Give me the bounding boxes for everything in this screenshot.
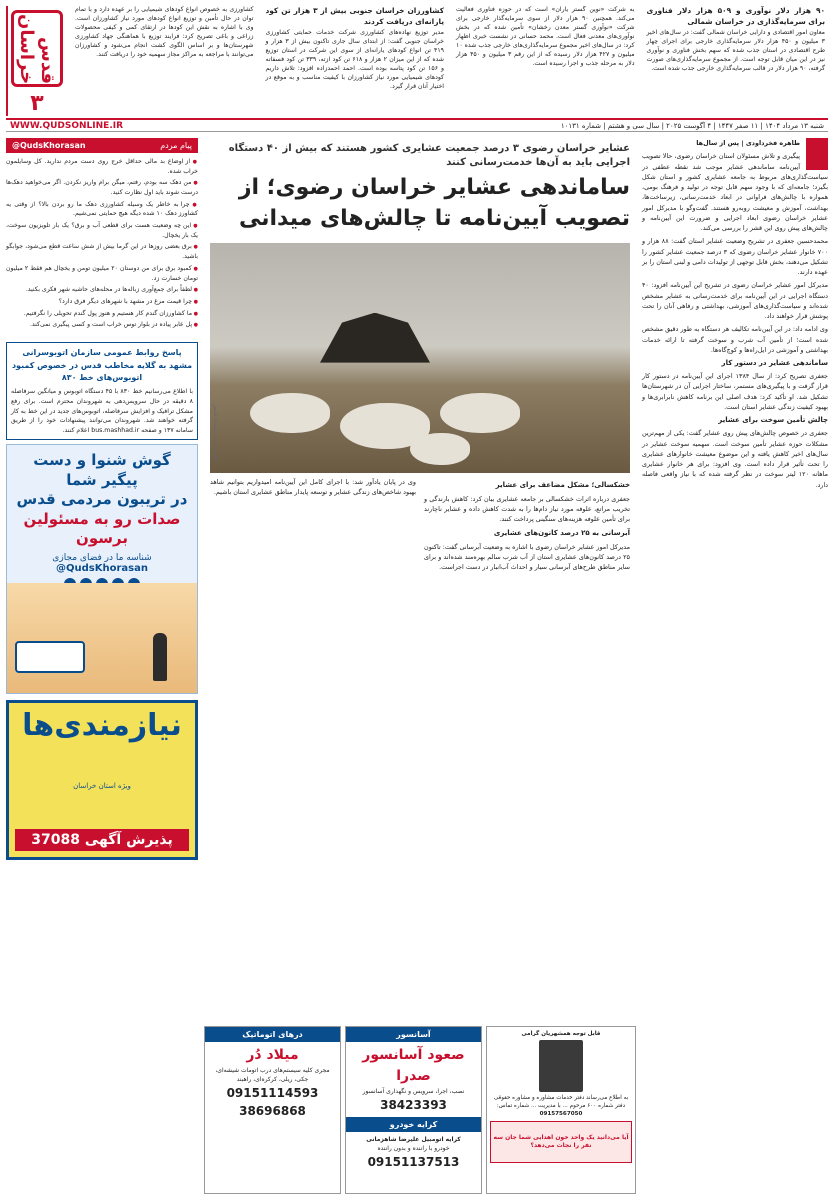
classified-ad (204, 1026, 341, 1194)
photo-credit: عکس تزئینی است/ قدس (212, 404, 218, 463)
masthead (6, 6, 66, 116)
classified-body (205, 1042, 340, 1193)
section-title: پیام مردم (160, 141, 192, 150)
paragraph: محمدحسین جعفری در تشریح وضعیت عشایر استان گفت: ۸۸ هزار و ۷۰۰ خانوار عشایر خراسان رضوی که ۳ درصد جمعیت عشایر کشور را تشکیل می‌دهند، بخش قابل توجهی از تولیدات دامی و لبنی استان را بر عهده دارند. (642, 237, 829, 276)
story-body-col (424, 477, 630, 1020)
ad-headline: گوش شنوا و دست پیگیر شما (33, 451, 171, 489)
paragraph: مدیرکل امور عشایر خراسان رضوی با اشاره به وضعیت آبرسانی گفت: تاکنون ۲۵ درصد کانون‌های عشایری استان از آب شرب سالم بهره‌مند شده‌اند و برای سایر مناطق طرح‌های آبرسانی سیار و احداث آب‌انبار در دست اجراست. (424, 542, 630, 572)
main-layout (6, 138, 828, 1194)
top-story-2 (453, 6, 638, 116)
newspaper-logo (11, 10, 63, 87)
readers-messages-column (6, 138, 198, 1194)
section-heading: ساماندهی عشایر در دستور کار (721, 359, 828, 367)
main-story-column (204, 138, 636, 1194)
top-story-1 (644, 6, 829, 116)
blood-donation-ad: آیا می‌دانید یک واحد خون اهدایی شما جان سه نفر را نجات می‌دهد؟ (490, 1121, 632, 1163)
top-story-title[interactable]: ۹۰ هزار دلار نوآوری و ۵۰۹ هزار دلار فناوری برای سرمایه‌گذاری در خراسان شمالی (646, 6, 825, 26)
brand-phone[interactable]: 37088 (31, 832, 80, 849)
classified-phone[interactable]: 09151137513 (367, 1155, 460, 1169)
classified-phone[interactable]: 09151114593 (226, 1086, 319, 1100)
bus-icon (15, 641, 85, 673)
paragraph: مدیرکل امور عشایر خراسان رضوی در تشریح این آیین‌نامه افزود: ۴۰ دستگاه اجرایی در این آیین‌نامه برای خدمت‌رسانی به عشایر مشخص شده‌اند و سیاست‌گذاری‌های آموزشی، بهداشتی و رفاهی آنان را تحت پوشش قرار خواهند داد. (642, 281, 828, 320)
top-story-3 (263, 6, 448, 116)
classified-description: نصب، اجرا، سرویس و نگهداری آسانسور (362, 1088, 465, 1095)
classified-phone[interactable]: 38696868 (239, 1104, 306, 1118)
page-number: ۳ (30, 91, 44, 116)
reader-message: ● چرا به خاطر یک وسیله کشاورزی دهک ما رو بردن بالا؟ از وقتی یه کشاورز دهک ۱۰ شده دیگه هیچ حمایتی نمی‌شیم. (6, 200, 198, 219)
classified-business-name: صعود آسانسور صدرا (362, 1047, 465, 1084)
social-handle[interactable]: @QudsKhorasan (12, 141, 86, 150)
story-body-col (210, 477, 416, 1020)
website-link[interactable]: WWW.QUDSONLINE.IR (10, 120, 124, 131)
reader-message: ● لطفاً برای جمع‌آوری زباله‌ها در محله‌های حاشیه شهر فکری بکنید. (6, 285, 198, 295)
logo-text: قدس خراسان (16, 13, 58, 84)
top-news-strip (6, 6, 828, 116)
reader-message: ● از اوضاع بد مالی حداقل خرج روی دست مردم ندارید. کل وسایلمون خراب شده. (6, 157, 198, 176)
classified-description: خودرو با راننده و بدون راننده (377, 1145, 450, 1152)
classified-business-name: میلاد دُر (246, 1047, 299, 1063)
top-story-4 (72, 6, 257, 116)
ad-headline: در تریبون مردمی قدس (16, 490, 188, 509)
reader-message: ● کمبود برق برای من دوستان ۲۰ میلیون تومن و یخچال هم فقط ۲ میلیون تومان خسارت زد. (6, 264, 198, 283)
sheep-shape (440, 393, 520, 433)
readers-messages-header (6, 138, 198, 153)
top-story-body: مدیر توزیع نهاده‌های کشاورزی شرکت خدمات حمایتی کشاورزی خراسان جنوبی گفت: از ابتدای سال جاری تاکنون بیش از ۳ هزار و ۴۱۹ تن انواع کودهای یارانه‌ای از سوی این شرکت در استان توزیع شده که از این میزان ۲ هزار و ۶۱۸ تن کود ازته، ۳۳۹ تن کود فسفاته و ۱۵۶ تن کود پتاسه بوده است. احمد احمدزاده افزود: تلاش داریم کودهای شیمیایی مورد نیاز کشاورزان با کیفیت مناسب و به موقع در اختیار آنان قرار گیرد. (265, 29, 444, 91)
brand-title: نیازمندی‌ها (22, 708, 182, 744)
classified-body (346, 1042, 481, 1117)
lead-paragraph: پیگیری و تلاش مسئولان استان خراسان رضوی، حالا تصویب آیین‌نامه ساماندهی عشایر موجب شد نقطه عطفی در سیاست‌گذاری‌های مربوط به جامعه عشایری کشور و استان شکل بگیرد؛ جامعه‌ای که با وجود سهم قابل توجه در تولید و فرهنگ بومی، همواره با چالش‌های فراوانی در ابعاد خدمت‌رسانی، زیرساخت‌ها، بهداشت، آموزش و معیشت روبه‌رو هستند. گفت‌وگو با مدیرکل امور عشایر خراسان رضوی ابعاد اجرایی و ضرورت این آیین‌نامه و چالش‌های پیش روی این قشر را بررسی می‌کند. (642, 152, 828, 232)
top-story-body: به شرکت «نوین گستر یاران» است که در حوزه فناوری فعالیت می‌کند. همچنین ۹۰ هزار دلار از سوی سرمایه‌گذار خارجی برای شرکت «نوآوری گستر معدن رخشان» تأمین شده که در بخش نوآوری‌های معدنی فعال است. محمد حسانی در نشست خبری اظهار کرد: در سال‌های اخیر مجموع سرمایه‌گذاری‌های خارجی جذب شده ۱۰ میلیون و ۴۲۷ هزار دلار رسیده که از این رقم ۳ میلیون و ۴۵۰ هزار دلار به مرحله جذب و اجرا رسیده است. (456, 6, 635, 67)
brand-subtitle: ویژه استان خراسان (73, 781, 131, 790)
black-tent-shape (320, 313, 430, 363)
top-story-body: کشاورزی به خصوص انواع کودهای شیمیایی را بر عهده دارد و با تمام توان در حال تأمین و توزیع انواع کودهای مورد نیاز کشاورزان است. وی با اشاره به نقش این کودها در ارتقای کمی و کیفی محصولات زراعی و باغی تصریح کرد: فرایند توزیع با هماهنگی جهاد کشاورزی شهرستان‌ها و بر اساس الگوی کشت انجام می‌شود و کشاورزان می‌توانند با مراجعه به مراکز مجاز سهمیه خود را دریافت کنند. (75, 6, 254, 58)
story-kicker: عشایر خراسان رضوی ۳ درصد جمعیت عشایری کشور هستند که بیش از ۴۰ دستگاه اجرایی باید به آن‌ها خدمت‌رسانی کنند (228, 143, 630, 168)
reader-message-list (6, 153, 198, 336)
classified-phone[interactable]: 38423393 (380, 1098, 447, 1112)
sheep-shape (250, 393, 330, 433)
lead-text (642, 138, 828, 493)
top-story-body: معاون امور اقتصادی و دارایی خراسان شمالی گفت: در سال‌های اخیر ۳ میلیون و ۴۵۰ هزار دلار سرمایه‌گذاری خارجی برای اجرای چهار طرح اقتصادی در استان جذب شده که سهم بخش فناوری و نوآوری نیز در این میان قابل توجه است. از مجموع سرمایه‌گذاری‌های صورت گرفته، ۹۰ هزار دلار در قالب سرمایه‌گذاری خارجی جذب شده است. (646, 29, 825, 73)
story-body-columns (204, 477, 636, 1020)
top-story-title[interactable]: کشاورزان خراسان جنوبی بیش از ۳ هزار تن کود یارانه‌ای دریافت کردند (265, 6, 444, 26)
main-story-lead-column (642, 138, 828, 1194)
classified-ad (345, 1026, 482, 1194)
ad-handle[interactable]: @QudsKhorasan (56, 562, 148, 574)
ad-caption: شناسه ما در فضای مجازی (52, 552, 152, 563)
section-heading: خشکسالی؛ مشکل مضاعف برای عشایر (495, 480, 630, 489)
obituary-body: به اطلاع می‌رساند دفتر خدمات مشاوره و مشاوره حقوقی دفتر شماره ۶۰۰ مرحوم ... با مدیریت ... شماره تماس: (493, 1095, 629, 1110)
reader-message: ● ما کشاورزان گندم کار هستیم و هنوز پول گندم تحویلی را نگرفتیم. (6, 309, 198, 319)
reader-message: ● من دهک سه بودم، رفتم، میگن برام واریز نکردن. اگر می‌خواهید دهک‌ها درست شوند باید اول نظارت کنید. (6, 178, 198, 197)
classified-ads-row (204, 1026, 636, 1194)
reader-message: ● برق بعضی روزها در این گرما بیش از شش ساعت قطع می‌شود، جوابگو باشید. (6, 242, 198, 261)
brand-label: پذیرش آگهی (84, 832, 173, 849)
obituary-title: قابل توجه همشهریان گرامی (521, 1031, 601, 1037)
classified-body (346, 1132, 481, 1193)
paragraph: جعفری در خصوص چالش‌های پیش روی عشایر گفت: یکی از مهم‌ترین مشکلات حوزه عشایر تأمین سوخت است. سهمیه سوخت عشایر در سال‌های اخیر کاهش یافته و این موضوع معیشت خانوارهای عشایری را تحت تأثیر قرار داده است. وی افزود: برای هر خانوار عشایری ماهانه ۱۲۰ لیتر سوخت در نظر گرفته شده که با نیاز واقعی فاصله دارد. (642, 429, 828, 489)
reader-message: ● پل عابر پیاده در بلوار توس خراب است و کسی پیگیری نمی‌کند. (6, 320, 198, 330)
sheep-shape (410, 433, 470, 465)
dateline-bar (6, 118, 828, 132)
classified-description: مجری کلیه سیستم‌های درب اتومات شیشه‌ای، جکی، ریلی، کرکره‌ای، راهبند (215, 1067, 330, 1083)
section-accent (806, 138, 828, 170)
story-headline[interactable]: ساماندهی عشایر خراسان رضوی؛ از تصویب آیین‌نامه تا چالش‌های میدانی (238, 175, 630, 231)
reader-message: ● چرا قیمت مرغ در مشهد با شهرهای دیگر فرق دارد؟ (6, 297, 198, 307)
paragraph: وی در پایان یادآور شد: با اجرای کامل این آیین‌نامه امیدواریم بتوانیم شاهد بهبود شاخص‌های زندگی عشایر و توسعه پایدار مناطق عشایری استان باشیم. (210, 477, 416, 496)
bus-company-response (6, 342, 198, 440)
classified-business-name: کرایه اتومبیل علیرضا شاهزمانی (366, 1136, 461, 1143)
woman-figure (153, 633, 167, 681)
section-heading: چالش تأمین سوخت برای عشایر (718, 416, 828, 425)
reader-message: ● این چه وضعیت هست برای قطعی آب و برق؟ یک بار تلویزیون سوخت، یک بار یخچال. (6, 221, 198, 240)
street-illustration (7, 583, 197, 693)
paragraph: جعفری تصریح کرد: از سال ۱۳۸۴ اجرای این آیین‌نامه در دستور کار قرار گرفت و با پیگیری‌های مستمر، ساختار اجرایی آن در شهرستان‌ها تشکیل شد. او تأکید کرد: هدف اصلی این برنامه کاهش نابرابری‌ها و بهبود کیفیت زندگی عشایر استان است. (642, 372, 828, 411)
classified-category: آسانسور (346, 1027, 481, 1042)
obituary-phone[interactable]: 09157567050 (539, 1111, 583, 1118)
notice-title: پاسخ روابط عمومی سازمان اتوبوسرانی مشهد به گلایه مخاطب قدس در خصوص کمبود اتوبوس‌های خط ۸۳۰ (11, 348, 193, 382)
ad-slogan: صدات رو به مسئولین برسون (23, 509, 181, 548)
byline: طاهره فخرداودی | پس از سال‌ها (696, 139, 800, 147)
quds-tribune-ad[interactable] (6, 444, 198, 694)
classified-category: کرایه خودرو (346, 1117, 481, 1132)
issue-info: شنبه ۱۳ مرداد ۱۴۰۴ | ۱۱ صفر ۱۴۴۷ | ۴ آگوست ۲۰۲۵ | سال سی و هشتم | شماره ۱۰۱۳۱ (560, 121, 824, 130)
paragraph: وی ادامه داد: در این آیین‌نامه تکالیف هر دستگاه به طور دقیق مشخص شده است؛ از تأمین آب شرب و سوخت گرفته تا ارائه خدمات بهداشتی و آموزشی در ایل‌راه‌ها و کوچ‌گاه‌ها. (642, 325, 828, 354)
nomad-camp-photo (210, 243, 630, 473)
obituary-notice (486, 1026, 636, 1194)
brand-phone-bar (15, 829, 189, 851)
classifieds-brand-ad[interactable] (6, 700, 198, 860)
classified-category: درهای اتوماتیک (205, 1027, 340, 1042)
portrait-photo (539, 1040, 583, 1092)
notice-body: با اطلاع می‌رسانیم خط ۸۳۰ با ۴۵ دستگاه اتوبوس و میانگین سرفاصله ۸ دقیقه در حال سرویس‌دهی به شهروندان محترم است. برای رفع مشکل ترافیک و افزایش سرفاصله، اتوبوس‌های جدید در این خط به کار گرفته خواهند شد. شهروندان می‌توانند پیشنهادات خود را از طریق سامانه ۱۳۷ و صفحه bus.mashhad.ir اعلام کنند. (11, 388, 194, 434)
paragraph: جعفری درباره اثرات خشکسالی بر جامعه عشایری بیان کرد: کاهش بارندگی و تخریب مراتع، علوفه مورد نیاز دام‌ها را به شدت کاهش داده و عشایر ناچارند برای تأمین علوفه هزینه‌های سنگینی پرداخت کنند. (424, 494, 630, 524)
section-heading: آبرسانی به ۲۵ درصد کانون‌های عشایری (493, 528, 630, 537)
